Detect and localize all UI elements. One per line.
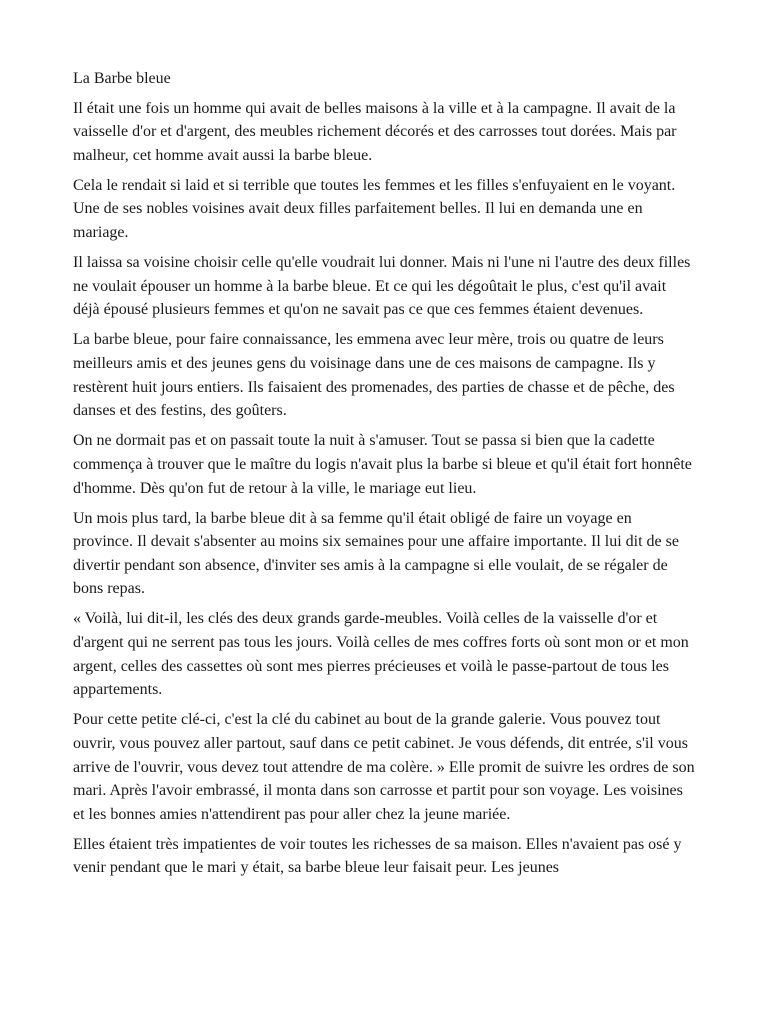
paragraph-4: La barbe bleue, pour faire connaissance, les emmena avec leur mère, trois ou quatre de leurs meilleurs amis et des jeunes gens du voisinage dans une de ces maisons de campagne. Ils y restèrent huit jours entiers. Ils faisaient des promenades, des parties de chasse et de pêche, des danses et des festins, des goûters. <box>73 331 675 420</box>
paragraph-2: Cela le rendait si laid et si terrible que toutes les femmes et les filles s'enfuyaient en le voyant. Une de ses nobles voisines avait deux filles parfaitement belles. Il lui en demanda une en mariage. <box>73 176 676 242</box>
paragraph-8: Pour cette petite clé-ci, c'est la clé du cabinet au bout de la grande galerie. Vous pouvez tout ouvrir, vous pouvez aller partout, sauf dans ce petit cabinet. Je vous défends, dit entrée, s'il vous arrive de l'ouvrir, vous devez tout attendre de ma colère. » Elle promit de suivre les ordres de son mari. Après l'avoir embrassé, il monta dans son carrosse et partit pour son voyage. Les voisines et les bonnes amies n'attendirent pas pour aller chez la jeune mariée. <box>73 711 695 823</box>
paragraph-3: Il laissa sa voisine choisir celle qu'elle voudrait lui donner. Mais ni l'une ni l'autre des deux filles ne voulait épouser un homme à la barbe bleue. Et ce qui les dégoûtait le plus, c'est qu'il avait déjà épousé plusieurs femmes et qu'on ne savait pas ce que ces femmes étaient devenues. <box>73 254 691 319</box>
paragraph-9: Elles étaient très impatientes de voir toutes les richesses de sa maison. Elles n'avaient pas osé y venir pendant que le mari y était, sa barbe bleue leur faisait peur. Les jeunes <box>73 835 682 877</box>
paragraph-5: On ne dormait pas et on passait toute la nuit à s'amuser. Tout se passa si bien que la cadette commença à trouver que le maître du logis n'avait plus la barbe si bleue et qu'il était fort honnête d'homme. Dès qu'on fut de retour à la ville, le mariage eut lieu. <box>73 432 692 497</box>
paragraph-6: Un mois plus tard, la barbe bleue dit à sa femme qu'il était obligé de faire un voyage en province. Il devait s'absenter au moins six semaines pour une affaire importante. Il lui dit de se divertir pendant son absence, d'inviter ses amis à la campagne si elle voulait, de se régaler de bons repas. <box>73 509 679 598</box>
document-page <box>73 67 695 887</box>
paragraph-7: « Voilà, lui dit-il, les clés des deux grands garde-meubles. Voilà celles de la vaisselle d'or et d'argent qui ne serrent pas tous les jours. Voilà celles de mes coffres forts où sont mon or et mon argent, celles des cassettes où sont mes pierres précieuses et voilà le passe-partout de tous les appartements. <box>73 610 689 699</box>
paragraph-1: Il était une fois un homme qui avait de belles maisons à la ville et à la campagne. Il avait de la vaisselle d'or et d'argent, des meubles richement décorés et des carrosses tout dorées. Mais par malheur, cet homme avait aussi la barbe bleue. <box>73 99 677 164</box>
document-title: La Barbe bleue <box>73 70 171 87</box>
